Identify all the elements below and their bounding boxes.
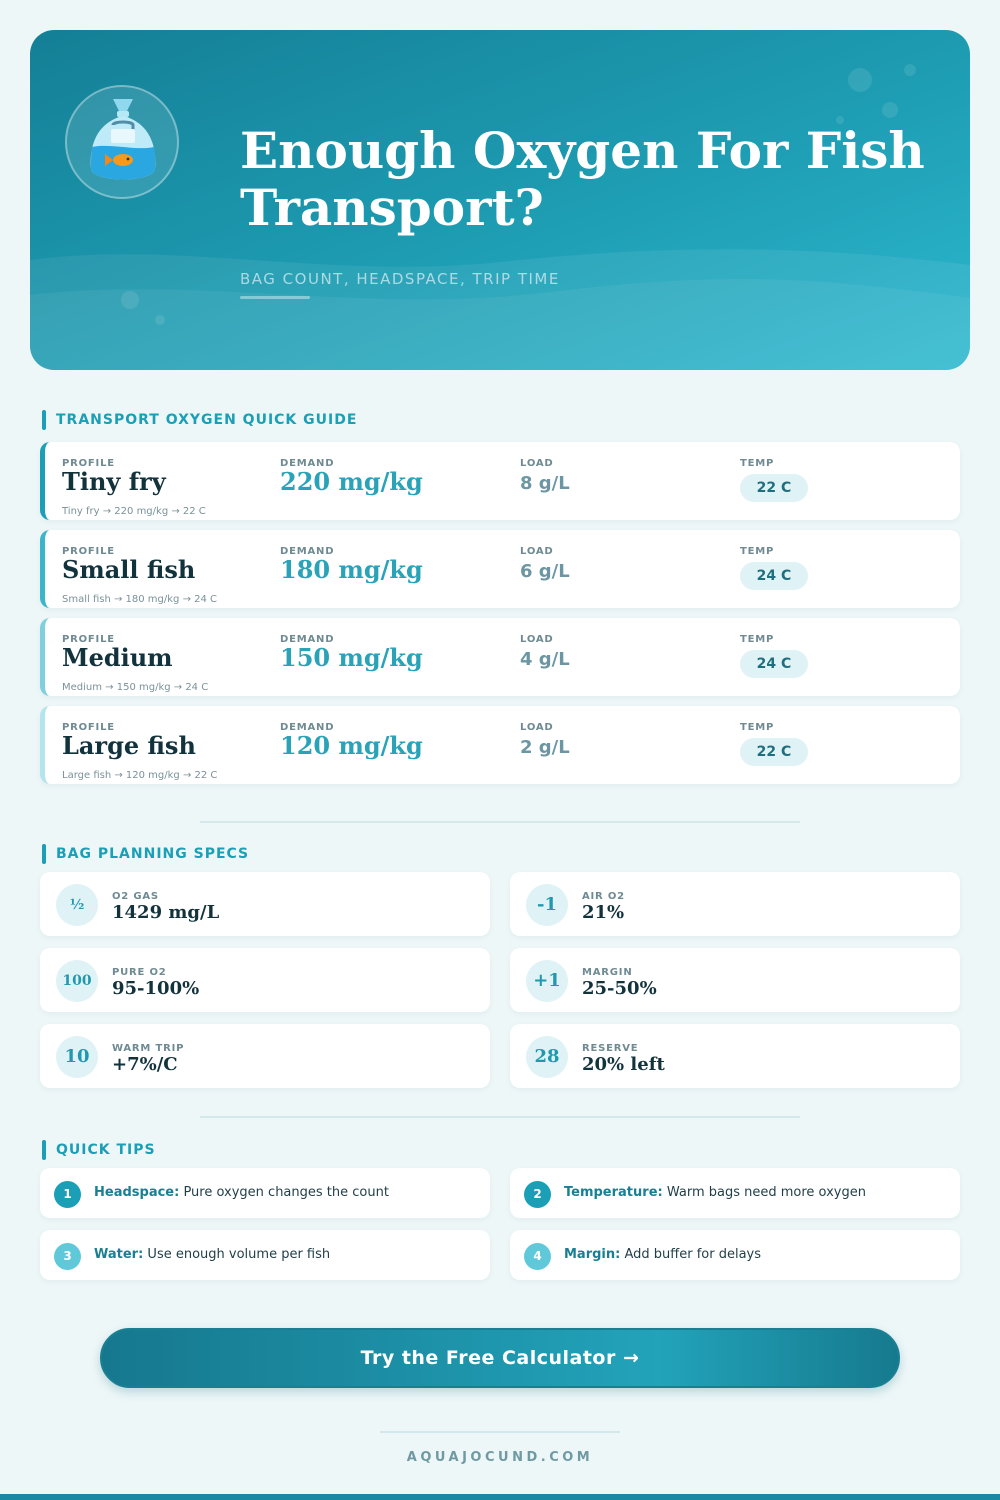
tip-body: Add buffer for delays	[620, 1247, 762, 1262]
hero-banner	[30, 30, 970, 370]
temp-label: TEMP	[740, 634, 775, 645]
profile-row	[40, 618, 960, 696]
page-title: Enough Oxygen For Fish Transport?	[240, 121, 925, 237]
load-label: LOAD	[520, 546, 554, 557]
load-value: 2 g/L	[520, 737, 570, 758]
tip-number: 1	[54, 1181, 81, 1208]
spec-label: AIR O2	[582, 891, 625, 902]
tip-card	[510, 1168, 960, 1218]
spec-label: RESERVE	[582, 1043, 639, 1054]
profile-name: Medium	[62, 643, 173, 672]
section-divider	[200, 1116, 800, 1118]
spec-card	[510, 872, 960, 936]
spec-value: 21%	[582, 902, 625, 923]
logo-badge	[65, 85, 179, 199]
spec-card	[510, 1024, 960, 1088]
profile-label: PROFILE	[62, 546, 115, 557]
fish-bag-icon	[83, 95, 163, 191]
tip-number: 3	[54, 1243, 81, 1270]
profile-summary: Large fish → 120 mg/kg → 22 C	[62, 770, 218, 781]
profile-name: Large fish	[62, 731, 196, 760]
profile-summary: Small fish → 180 mg/kg → 24 C	[62, 594, 218, 605]
profile-row	[40, 530, 960, 608]
spec-badge: -1	[526, 884, 568, 926]
profile-label: PROFILE	[62, 458, 115, 469]
title-underline	[240, 296, 310, 299]
demand-value: 150 mg/kg	[280, 643, 423, 672]
temp-badge: 24 C	[740, 650, 808, 678]
load-value: 8 g/L	[520, 473, 570, 494]
bottom-accent-bar	[0, 1494, 1000, 1500]
spec-value: 1429 mg/L	[112, 902, 220, 923]
load-value: 6 g/L	[520, 561, 570, 582]
temp-badge: 24 C	[740, 562, 808, 590]
temp-label: TEMP	[740, 458, 775, 469]
spec-badge: ½	[56, 884, 98, 926]
section-heading-specs: BAG PLANNING SPECS	[42, 844, 249, 864]
tip-body: Use enough volume per fish	[143, 1247, 331, 1262]
profile-summary: Tiny fry → 220 mg/kg → 22 C	[62, 506, 206, 517]
demand-label: DEMAND	[280, 722, 335, 733]
temp-badge: 22 C	[740, 474, 808, 502]
tip-body: Warm bags need more oxygen	[662, 1185, 866, 1200]
tip-text	[564, 1185, 866, 1200]
spec-badge: 10	[56, 1036, 98, 1078]
spec-label: WARM TRIP	[112, 1043, 185, 1054]
spec-label: PURE O2	[112, 967, 167, 978]
spec-card	[40, 872, 490, 936]
section-heading-guide: TRANSPORT OXYGEN QUICK GUIDE	[42, 410, 357, 430]
demand-label: DEMAND	[280, 458, 335, 469]
spec-label: O2 GAS	[112, 891, 159, 902]
spec-label: MARGIN	[582, 967, 633, 978]
tip-text	[564, 1247, 761, 1262]
tip-title: Water:	[94, 1247, 144, 1262]
section-divider	[200, 821, 800, 823]
temp-label: TEMP	[740, 546, 775, 557]
spec-badge: +1	[526, 960, 568, 1002]
tip-card	[40, 1230, 490, 1280]
calculator-cta-button[interactable]: Try the Free Calculator →	[100, 1328, 900, 1388]
load-label: LOAD	[520, 722, 554, 733]
profile-label: PROFILE	[62, 634, 115, 645]
tip-title: Margin:	[564, 1247, 621, 1262]
tip-number: 4	[524, 1243, 551, 1270]
spec-badge: 28	[526, 1036, 568, 1078]
page-subtitle: BAG COUNT, HEADSPACE, TRIP TIME	[240, 270, 560, 288]
tip-number: 2	[524, 1181, 551, 1208]
footer-site-link[interactable]: AQUAJOCUND.COM	[406, 1450, 594, 1465]
footer-divider	[380, 1431, 620, 1433]
demand-value: 220 mg/kg	[280, 467, 423, 496]
spec-value: +7%/C	[112, 1054, 178, 1075]
profile-row	[40, 442, 960, 520]
spec-badge: 100	[56, 960, 98, 1002]
tip-text	[94, 1185, 389, 1200]
demand-value: 120 mg/kg	[280, 731, 423, 760]
load-label: LOAD	[520, 634, 554, 645]
demand-label: DEMAND	[280, 634, 335, 645]
load-value: 4 g/L	[520, 649, 570, 670]
spec-value: 20% left	[582, 1054, 665, 1075]
tip-title: Headspace:	[94, 1185, 180, 1200]
spec-card	[40, 1024, 490, 1088]
demand-value: 180 mg/kg	[280, 555, 423, 584]
spec-value: 25-50%	[582, 978, 657, 999]
tip-body: Pure oxygen changes the count	[179, 1185, 389, 1200]
tip-card	[510, 1230, 960, 1280]
profile-label: PROFILE	[62, 722, 115, 733]
temp-badge: 22 C	[740, 738, 808, 766]
profile-row	[40, 706, 960, 784]
profile-summary: Medium → 150 mg/kg → 24 C	[62, 682, 209, 693]
section-heading-tips: QUICK TIPS	[42, 1140, 156, 1160]
profile-name: Small fish	[62, 555, 196, 584]
tip-text	[94, 1247, 330, 1262]
demand-label: DEMAND	[280, 546, 335, 557]
load-label: LOAD	[520, 458, 554, 469]
tip-title: Temperature:	[564, 1185, 663, 1200]
temp-label: TEMP	[740, 722, 775, 733]
spec-value: 95-100%	[112, 978, 200, 999]
spec-card	[40, 948, 490, 1012]
profile-name: Tiny fry	[62, 467, 166, 496]
tip-card	[40, 1168, 490, 1218]
spec-card	[510, 948, 960, 1012]
